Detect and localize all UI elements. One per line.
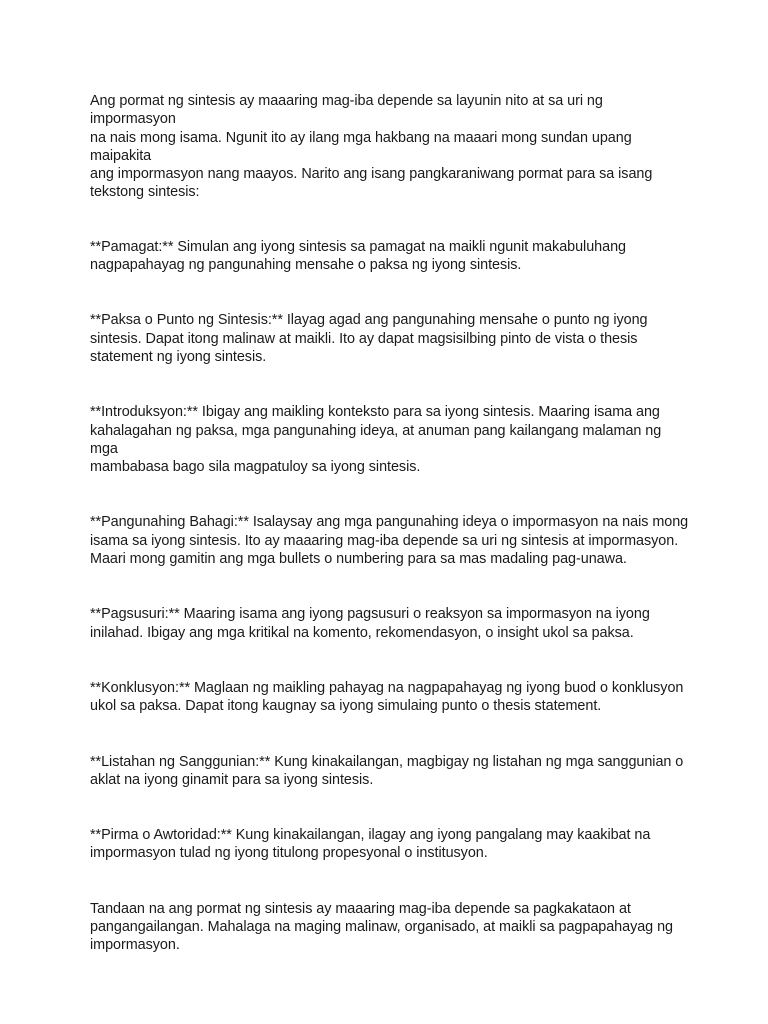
- document-body: [90, 92, 690, 955]
- pagsusuri-paragraph: **Pagsusuri:** Maaring isama ang iyong pagsusuri o reaksyon sa impormasyon na iyong inilahad. Ibigay ang mga kritikal na komento, rekomendasyon, o insight ukol sa paksa.: [90, 606, 650, 641]
- pamagat-paragraph: **Pamagat:** Simulan ang iyong sintesis sa pamagat na maikli ngunit makabuluhang nagpapahayag ng pangunahing mensahe o paksa ng iyong sintesis.: [90, 238, 626, 274]
- paksa-paragraph: **Paksa o Punto ng Sintesis:** Ilayag agad ang pangunahing mensahe o punto ng iyong sintesis. Dapat itong malinaw at maikli. Ito ay dapat magsisilbing pinto de vista o thesis statement ng iyong sintesis.: [90, 312, 648, 365]
- listahan-paragraph: **Listahan ng Sanggunian:** Kung kinakailangan, magbigay ng listahan ng mga sanggunian o aklat na iyong ginamit para sa iyong sintesis.: [90, 753, 684, 788]
- pirma-paragraph: **Pirma o Awtoridad:** Kung kinakailangan, ilagay ang iyong pangalang may kaakibat na impormasyon tulad ng iyong titulong propesyonal o institusyon.: [90, 827, 651, 862]
- intro-paragraph: Ang pormat ng sintesis ay maaaring mag-iba depende sa layunin nito at sa uri ng impormasyon na nais mong isama. Ngunit ito ay ilang mga hakbang na maaari mong sundan upang maipakita ang impormasyon nang maayos. Narito ang isang pangkaraniwang pormat para sa isang tekstong sintesis:: [90, 93, 653, 201]
- pangunahing-bahagi-paragraph: **Pangunahing Bahagi:** Isalaysay ang mga pangunahing ideya o impormasyon na nais mong isama sa iyong sintesis. Ito ay maaaring mag-iba depende sa uri ng sintesis at impormasyon. Maari mong gamitin ang mga bullets o numbering para sa mas madaling pag-unawa.: [90, 514, 689, 568]
- introduksyon-paragraph: **Introduksyon:** Ibigay ang maikling konteksto para sa iyong sintesis. Maaring isama ang kahalagahan ng paksa, mga pangunahing ideya, at anuman pang kailangang malaman ng mga mambabasa bago sila magpatuloy sa iyong sintesis.: [90, 404, 662, 476]
- konklusyon-paragraph: **Konklusyon:** Maglaan ng maikling pahayag na nagpapahayag ng iyong buod o konklusyon ukol sa paksa. Dapat itong kaugnay sa iyong simulaing punto o thesis statement.: [90, 679, 684, 715]
- tandaan-paragraph: Tandaan na ang pormat ng sintesis ay maaaring mag-iba depende sa pagkakataon at pangangailangan. Mahalaga na maging malinaw, organisado, at maikli sa pagpapahayag ng impormasyon.: [90, 900, 673, 954]
